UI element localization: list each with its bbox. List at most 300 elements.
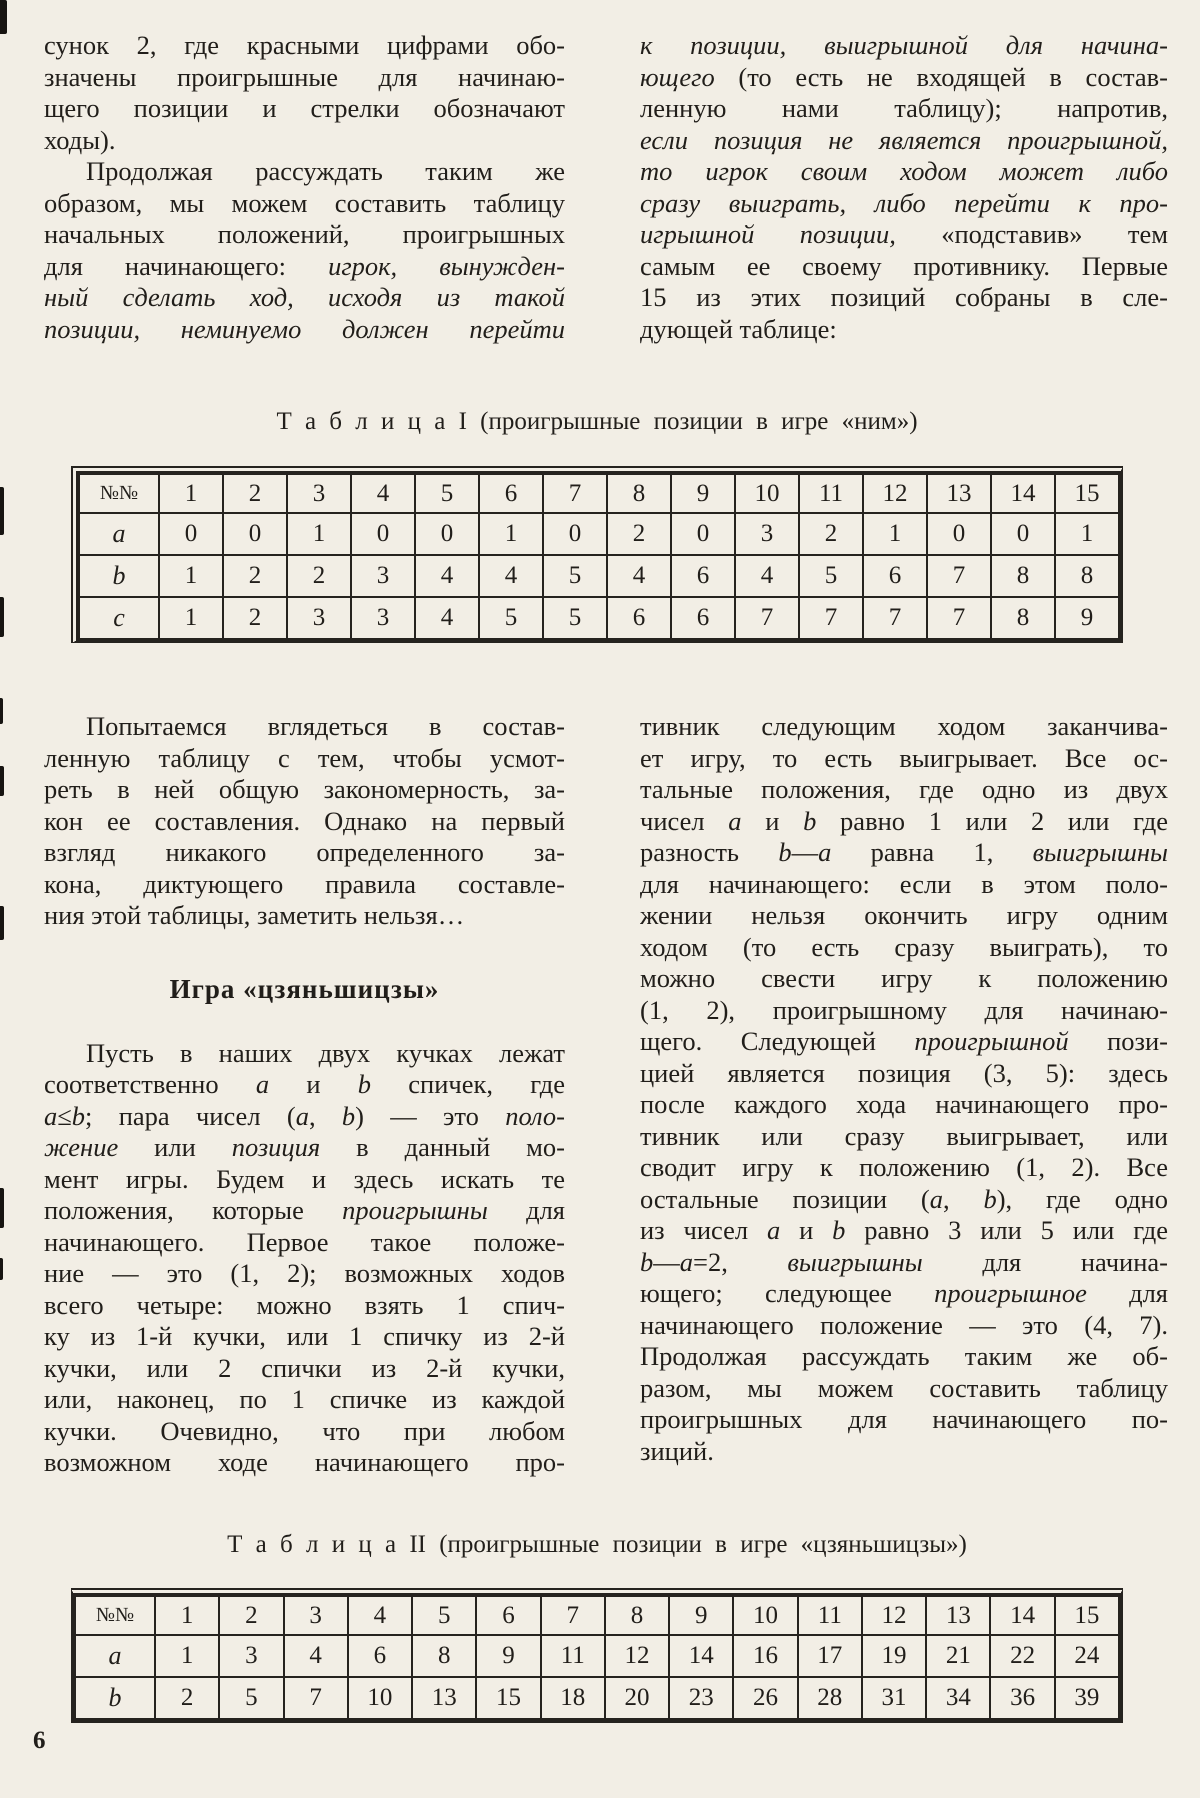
text-line <box>640 1058 1168 1090</box>
text-line <box>44 93 565 125</box>
italic-text: ный сделать ход, исходя из такой <box>44 282 565 312</box>
column-top-right <box>640 30 1168 345</box>
text-span: щего. Следующей <box>640 1026 915 1056</box>
text-line <box>640 62 1168 94</box>
text-line <box>640 1121 1168 1153</box>
text-span: и <box>741 805 804 836</box>
text-span: после каждого хода начинающего про- <box>640 1089 1168 1119</box>
text-span: Продолжая рассуждать таким же <box>86 156 565 186</box>
header-cell: 7 <box>543 474 607 513</box>
text-span: ющего; следующее <box>640 1278 935 1308</box>
table-header-row <box>75 1596 1119 1635</box>
value-cell: 9 <box>1055 597 1119 639</box>
italic-text: a <box>44 1100 58 1131</box>
text-span: ≤ <box>57 1100 72 1131</box>
value-cell: 7 <box>284 1677 348 1719</box>
text-span: кучки. Очевидно, что при любом <box>44 1415 565 1446</box>
paragraph <box>44 1038 565 1479</box>
text-line <box>640 806 1168 838</box>
text-span: мент игры. Будем и здесь искать те <box>44 1163 565 1194</box>
text-span: взгляд никакого определенного за- <box>44 837 565 867</box>
text-span: или <box>118 1132 232 1162</box>
italic-text: b <box>640 1246 654 1277</box>
italic-text: выигрышны <box>1032 837 1168 867</box>
data-table <box>78 473 1120 640</box>
value-cell: 0 <box>223 513 287 555</box>
header-cell: 15 <box>1055 1596 1119 1635</box>
text-span: щего позиции и стрелки обозначают <box>44 93 565 123</box>
value-cell: 4 <box>415 555 479 597</box>
table-row <box>75 1677 1119 1719</box>
text-span: для начина- <box>922 1246 1168 1277</box>
text-line <box>640 251 1168 283</box>
text-span: зиций. <box>640 1435 714 1466</box>
text-span: Пусть в наших двух кучках лежат <box>86 1037 565 1068</box>
column-mid-left <box>44 711 565 1479</box>
value-cell: 3 <box>735 513 799 555</box>
header-cell: 3 <box>287 474 351 513</box>
italic-text: b <box>71 1100 86 1131</box>
value-cell: 2 <box>223 597 287 639</box>
text-span: из чисел <box>640 1215 767 1245</box>
text-line <box>44 251 565 283</box>
text-line <box>44 1353 565 1385</box>
text-span: самым ее своему противнику. Первые <box>640 250 1168 281</box>
text-line <box>640 1215 1168 1247</box>
text-line <box>640 932 1168 964</box>
text-line <box>44 1164 565 1196</box>
scan-artifact <box>0 487 4 535</box>
text-line <box>640 963 1168 995</box>
header-cell: 5 <box>412 1596 476 1635</box>
text-span: возможном ходе начинающего про- <box>44 1447 565 1477</box>
header-cell: 1 <box>155 1596 219 1635</box>
text-line <box>44 806 565 838</box>
italic-text: позиция <box>231 1132 321 1162</box>
value-cell: 23 <box>669 1677 733 1719</box>
value-cell: 3 <box>287 597 351 639</box>
header-cell: 14 <box>991 474 1055 513</box>
header-cell: 6 <box>476 1596 540 1635</box>
text-line <box>640 93 1168 125</box>
header-cell: 3 <box>284 1596 348 1635</box>
paragraph <box>44 711 565 932</box>
text-span: — <box>653 1246 680 1277</box>
value-cell: 7 <box>927 555 991 597</box>
column-mid-right <box>640 711 1168 1467</box>
text-line <box>44 869 565 901</box>
value-cell: 9 <box>476 1635 540 1677</box>
text-line <box>640 1278 1168 1310</box>
value-cell: 22 <box>990 1635 1054 1677</box>
italic-text: поло- <box>505 1100 565 1131</box>
value-cell: 5 <box>543 555 607 597</box>
text-line <box>44 1101 565 1133</box>
italic-text: a <box>255 1069 270 1099</box>
value-cell: 31 <box>862 1677 926 1719</box>
header-cell: 4 <box>348 1596 412 1635</box>
text-span: начинающего. Первое такое положе- <box>44 1226 565 1257</box>
italic-text: проигрышной <box>914 1026 1069 1056</box>
value-cell: 0 <box>159 513 223 555</box>
header-cell: 13 <box>927 474 991 513</box>
text-span: чисел <box>640 805 729 836</box>
text-line <box>640 188 1168 220</box>
text-span: ние — это (1, 2); возможных ходов <box>44 1258 565 1288</box>
table1-title: Т а б л и ц а I (проигрышные позиции в игре «ним») <box>276 408 918 435</box>
text-span: проигрышных для начинающего по- <box>640 1404 1168 1434</box>
value-cell: 8 <box>991 597 1055 639</box>
text-line <box>640 1026 1168 1058</box>
text-line <box>44 1069 565 1101</box>
value-cell: 5 <box>799 555 863 597</box>
scan-artifact <box>0 0 7 34</box>
italic-text: b <box>832 1215 846 1245</box>
header-cell: 9 <box>669 1596 733 1635</box>
value-cell: 2 <box>607 513 671 555</box>
text-line <box>44 1195 565 1227</box>
text-span: можно свести игру к положению <box>640 963 1168 993</box>
text-span: и <box>269 1069 358 1099</box>
corner-cell: №№ <box>75 1596 155 1635</box>
text-span: разность <box>640 837 779 867</box>
table-row <box>79 597 1119 639</box>
value-cell: 28 <box>798 1677 862 1719</box>
text-span: =2, <box>693 1246 788 1277</box>
text-span: равно 3 или 5 или где <box>845 1215 1168 1245</box>
value-cell: 2 <box>155 1677 219 1719</box>
value-cell: 8 <box>991 555 1055 597</box>
text-span: всего четыре: можно взять 1 спич- <box>44 1289 565 1320</box>
text-line <box>44 1447 565 1479</box>
text-span: остальные позиции ( <box>640 1183 930 1214</box>
header-cell: 1 <box>159 474 223 513</box>
text-span: образом, мы можем составить таблицу <box>44 187 565 218</box>
corner-cell: №№ <box>79 474 159 513</box>
value-cell: 4 <box>479 555 543 597</box>
scan-artifact <box>0 698 3 724</box>
table-row <box>79 513 1119 555</box>
value-cell: 24 <box>1055 1635 1119 1677</box>
header-cell: 11 <box>798 1596 862 1635</box>
header-cell: 2 <box>219 1596 283 1635</box>
value-cell: 6 <box>863 555 927 597</box>
text-line <box>640 282 1168 314</box>
text-span: ходом (то есть сразу выиграть), то <box>640 931 1168 962</box>
value-cell: 0 <box>671 513 735 555</box>
text-line <box>640 774 1168 806</box>
italic-text: к позиции, выигрышной для начина- <box>640 30 1168 60</box>
value-cell: 7 <box>735 597 799 639</box>
row-label: a <box>75 1635 155 1677</box>
value-cell: 5 <box>543 597 607 639</box>
text-span: кона, диктующего правила составле- <box>44 868 565 899</box>
text-line <box>44 156 565 188</box>
italic-text: a <box>728 805 742 836</box>
text-span: (то есть не входящей в состав- <box>714 61 1168 92</box>
value-cell: 8 <box>412 1635 476 1677</box>
text-line <box>44 1384 565 1416</box>
text-span: ), где одно <box>996 1183 1168 1214</box>
text-span: реть в ней общую закономерность, за- <box>44 774 565 804</box>
text-span: сводит игру к положению (1, 2). Все <box>640 1152 1168 1182</box>
header-cell: 12 <box>862 1596 926 1635</box>
value-cell: 3 <box>219 1635 283 1677</box>
value-cell: 14 <box>669 1635 733 1677</box>
text-span: значены проигрышные для начинаю- <box>44 61 565 92</box>
scan-artifact <box>0 1188 4 1228</box>
text-line <box>640 837 1168 869</box>
text-span: Попытаемся вглядеться в состав- <box>86 711 565 741</box>
text-line <box>44 30 565 62</box>
value-cell: 7 <box>863 597 927 639</box>
value-cell: 34 <box>926 1677 990 1719</box>
value-cell: 26 <box>733 1677 797 1719</box>
text-line <box>640 711 1168 743</box>
italic-text: b <box>803 805 817 836</box>
text-line <box>44 62 565 94</box>
value-cell: 11 <box>541 1635 605 1677</box>
italic-text: выигрышны <box>787 1246 923 1277</box>
text-span: для <box>1086 1278 1168 1308</box>
value-cell: 17 <box>798 1635 862 1677</box>
text-span: или, наконец, по 1 спичке из каждой <box>44 1384 565 1414</box>
value-cell: 3 <box>351 597 415 639</box>
value-cell: 36 <box>990 1677 1054 1719</box>
value-cell: 12 <box>605 1635 669 1677</box>
text-span: , <box>308 1100 342 1131</box>
table2-jianshizi <box>71 1588 1123 1723</box>
text-span: равно 1 или 2 или где <box>816 805 1168 836</box>
value-cell: 4 <box>735 555 799 597</box>
value-cell: 10 <box>348 1677 412 1719</box>
text-span: тивник следующим ходом заканчива- <box>640 711 1168 741</box>
text-span: «подставив» тем <box>895 219 1168 249</box>
value-cell: 0 <box>415 513 479 555</box>
value-cell: 8 <box>1055 555 1119 597</box>
table2-title: Т а б л и ц а II (проигрышные позиции в игре «цзяньшицзы») <box>227 1531 967 1558</box>
header-cell: 9 <box>671 474 735 513</box>
value-cell: 3 <box>351 555 415 597</box>
table-header-row <box>79 474 1119 513</box>
text-span: положения, которые <box>44 1195 343 1225</box>
value-cell: 1 <box>479 513 543 555</box>
header-cell: 7 <box>541 1596 605 1635</box>
italic-text: b <box>983 1183 997 1214</box>
italic-text: b <box>341 1100 356 1131</box>
text-line <box>640 1247 1168 1279</box>
header-cell: 11 <box>799 474 863 513</box>
text-span: жении нельзя окончить игру одним <box>640 900 1168 930</box>
value-cell: 1 <box>159 597 223 639</box>
text-span: для начинающего: <box>44 250 329 281</box>
value-cell: 4 <box>607 555 671 597</box>
section-heading: Игра «цзяньшицзы» <box>169 973 440 1004</box>
text-span: , <box>942 1183 984 1214</box>
text-span: спичек, где <box>371 1069 565 1099</box>
header-cell: 10 <box>735 474 799 513</box>
text-line <box>640 1184 1168 1216</box>
header-cell: 13 <box>926 1596 990 1635</box>
italic-text: то игрок своим ходом может либо <box>640 156 1168 186</box>
value-cell: 6 <box>348 1635 412 1677</box>
text-span: ленную нами таблицу); напротив, <box>640 93 1168 123</box>
scan-artifact <box>0 1258 3 1280</box>
text-line <box>44 314 565 346</box>
text-line <box>44 743 565 775</box>
header-cell: 5 <box>415 474 479 513</box>
text-line <box>640 1373 1168 1405</box>
text-span: тальные положения, где одно из двух <box>640 774 1168 804</box>
header-cell: 10 <box>733 1596 797 1635</box>
text-span: Продолжая рассуждать таким же об- <box>640 1341 1168 1371</box>
italic-text: b <box>357 1069 372 1099</box>
italic-text: игрок, вынужден- <box>328 250 565 281</box>
text-line <box>44 1132 565 1164</box>
text-line <box>640 30 1168 62</box>
text-span: ку из 1-й кучки, или 1 спичку из 2-й <box>44 1321 565 1351</box>
text-line <box>640 314 1168 346</box>
italic-text: a <box>929 1183 943 1214</box>
text-line <box>640 869 1168 901</box>
text-span: дующей таблице: <box>640 313 837 344</box>
italic-text: a <box>818 837 832 867</box>
value-cell: 5 <box>219 1677 283 1719</box>
italic-text: проигрышны <box>342 1195 488 1225</box>
text-span: для <box>487 1195 565 1225</box>
value-cell: 2 <box>223 555 287 597</box>
italic-text: позиции, неминуемо должен перейти <box>44 313 565 344</box>
text-line <box>640 1310 1168 1342</box>
text-span: в данный мо- <box>320 1132 565 1162</box>
text-line <box>640 900 1168 932</box>
italic-text: жение <box>44 1132 119 1162</box>
data-table <box>74 1595 1120 1720</box>
value-cell: 2 <box>287 555 351 597</box>
italic-text: если позиция не является проигрышной, <box>640 124 1168 155</box>
value-cell: 7 <box>799 597 863 639</box>
text-span: и <box>780 1215 833 1245</box>
text-span: кучки, или 2 спички из 2-й кучки, <box>44 1352 565 1383</box>
italic-text: a <box>295 1100 309 1131</box>
text-span: для начинающего: если в этом поло- <box>640 868 1168 899</box>
italic-text: ющего <box>640 61 715 92</box>
text-span: (1, 2), проигрышному для начинаю- <box>640 994 1168 1025</box>
value-cell: 15 <box>476 1677 540 1719</box>
text-line <box>640 156 1168 188</box>
text-span: соответственно <box>44 1069 256 1099</box>
text-span: ходы). <box>44 124 116 155</box>
text-line <box>44 219 565 251</box>
page-number: 6 <box>33 1727 46 1754</box>
text-line <box>640 995 1168 1027</box>
value-cell: 39 <box>1055 1677 1119 1719</box>
text-line <box>44 837 565 869</box>
value-cell: 16 <box>733 1635 797 1677</box>
value-cell: 2 <box>799 513 863 555</box>
scan-artifact <box>0 906 4 940</box>
text-span: пози- <box>1068 1026 1168 1056</box>
value-cell: 0 <box>991 513 1055 555</box>
text-line <box>44 1227 565 1259</box>
header-cell: 4 <box>351 474 415 513</box>
italic-text: игрышной позиции, <box>640 219 896 249</box>
text-line <box>44 1290 565 1322</box>
text-span: начинающего положение — это (4, 7). <box>640 1309 1168 1340</box>
row-label: c <box>79 597 159 639</box>
text-span: ) — это <box>355 1100 506 1131</box>
row-label: b <box>79 555 159 597</box>
value-cell: 5 <box>479 597 543 639</box>
italic-text: a <box>679 1246 693 1277</box>
text-line <box>640 1152 1168 1184</box>
text-line <box>44 1258 565 1290</box>
text-span: тивник или сразу выигрывает, или <box>640 1120 1168 1151</box>
text-span: 15 из этих позиций собраны в сле- <box>640 282 1168 312</box>
italic-text: b <box>778 837 792 867</box>
value-cell: 7 <box>927 597 991 639</box>
header-cell: 6 <box>479 474 543 513</box>
text-line <box>44 1321 565 1353</box>
header-cell: 12 <box>863 474 927 513</box>
text-span: разом, мы можем составить таблицу <box>640 1372 1168 1403</box>
row-label: b <box>75 1677 155 1719</box>
table-row <box>79 555 1119 597</box>
text-line <box>640 1341 1168 1373</box>
table-row <box>75 1635 1119 1677</box>
header-cell: 15 <box>1055 474 1119 513</box>
table1-nim <box>71 466 1123 643</box>
value-cell: 6 <box>671 597 735 639</box>
value-cell: 18 <box>541 1677 605 1719</box>
text-span: ленную таблицу с тем, чтобы усмот- <box>44 742 565 773</box>
text-span: начальных положений, проигрышных <box>44 219 565 249</box>
italic-text: сразу выиграть, либо перейти к про- <box>640 187 1168 218</box>
text-line <box>44 711 565 743</box>
text-line <box>44 774 565 806</box>
value-cell: 20 <box>605 1677 669 1719</box>
value-cell: 1 <box>1055 513 1119 555</box>
value-cell: 13 <box>412 1677 476 1719</box>
text-span: сунок 2, где красными цифрами обо- <box>44 30 565 60</box>
text-span: — <box>791 837 819 867</box>
text-span: ет игру, то есть выигрывает. Все ос- <box>640 742 1168 773</box>
value-cell: 1 <box>287 513 351 555</box>
row-label: a <box>79 513 159 555</box>
value-cell: 21 <box>926 1635 990 1677</box>
value-cell: 4 <box>415 597 479 639</box>
text-line <box>44 282 565 314</box>
text-line <box>640 1089 1168 1121</box>
header-cell: 8 <box>607 474 671 513</box>
value-cell: 0 <box>543 513 607 555</box>
column-top-left <box>44 30 565 345</box>
value-cell: 1 <box>863 513 927 555</box>
header-cell: 2 <box>223 474 287 513</box>
value-cell: 0 <box>927 513 991 555</box>
text-line <box>640 1404 1168 1436</box>
text-line <box>640 743 1168 775</box>
text-line <box>44 125 565 157</box>
text-span: ния этой таблицы, заметить нельзя… <box>44 900 465 930</box>
text-span: цией является позиция (3, 5): здесь <box>640 1057 1168 1088</box>
header-cell: 14 <box>990 1596 1054 1635</box>
text-span: кон ее составления. Однако на первый <box>44 805 565 836</box>
italic-text: проигрышное <box>934 1278 1087 1308</box>
scan-artifact <box>0 597 4 637</box>
text-line <box>44 1038 565 1070</box>
text-line <box>44 1416 565 1448</box>
